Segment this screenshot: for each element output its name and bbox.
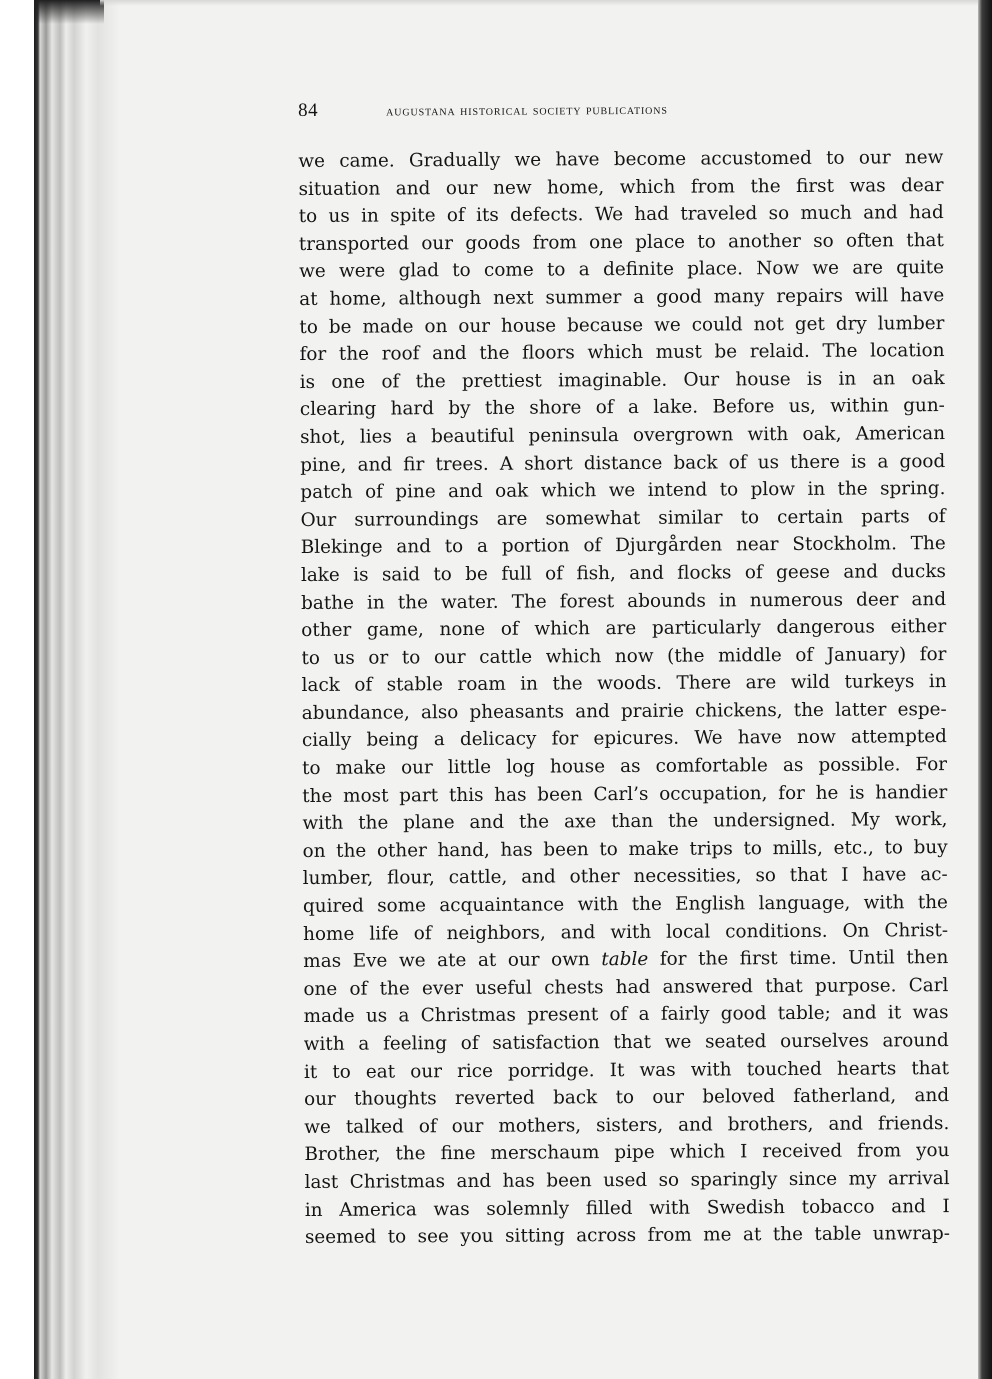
- text-line: Brother, the fine merschaum pipe which I received from you: [304, 1140, 950, 1166]
- text-line: to us or to our cattle which now (the middle of January) for: [301, 643, 947, 669]
- text-line: in America was solemnly filled with Swedish tobacco and I: [304, 1195, 950, 1221]
- text-line: our thoughts reverted back to our beloved fatherland, and: [304, 1085, 950, 1111]
- text-line: seemed to see you sitting across from me at the table unwrap-: [304, 1223, 951, 1249]
- page-number: 84: [298, 99, 319, 121]
- text-line: clearing hard by the shore of a lake. Before us, within gun-: [299, 395, 945, 421]
- text-line: other game, none of which are particularly dangerous either: [301, 616, 947, 642]
- text-line: quired some acquaintance with the English language, with the: [302, 892, 948, 918]
- text-block: [298, 96, 950, 1252]
- text-line-with-italic: [303, 944, 948, 976]
- text-line: is one of the prettiest imaginable. Our house is in an oak: [299, 367, 945, 393]
- text-line: it to eat our rice porridge. It was with touched hearts that: [303, 1057, 949, 1083]
- page-top-edge: [100, 0, 980, 6]
- text-line: one of the ever useful chests had answered that purpose. Carl: [303, 974, 949, 1000]
- body-paragraph: [298, 144, 950, 1252]
- text-line: to make our little log house as comfortable as possible. For: [302, 754, 948, 780]
- text-line: on the other hand, has been to make trips to mills, etc., to buy: [302, 836, 948, 862]
- text-line: Blekinge and to a portion of Djurgården near Stockholm. The: [300, 533, 946, 559]
- text-line: abundance, also pheasants and prairie chickens, the latter espe-: [301, 698, 947, 724]
- text-line: pine, and fir trees. A short distance back of us there is a good: [300, 450, 946, 476]
- text-line: for the roof and the floors which must be relaid. The location: [299, 340, 945, 366]
- text-line: lumber, flour, cattle, and other necessities, so that I have ac-: [302, 864, 948, 890]
- text-line: lake is said to be full of fish, and flocks of geese and ducks: [300, 560, 946, 586]
- text-line: patch of pine and oak which we intend to plow in the spring.: [300, 478, 946, 504]
- line-segment: for the first time. Until then: [648, 947, 949, 971]
- text-line: we came. Gradually we have become accustomed to our new: [298, 147, 944, 172]
- binding-shadow: [34, 0, 104, 24]
- scanner-bed-edge: [978, 0, 992, 1379]
- text-line: situation and our new home, which from the first was dear: [298, 174, 944, 200]
- text-line: home life of neighbors, and with local conditions. On Christ-: [303, 919, 949, 945]
- text-line: transported our goods from one place to another so often that: [298, 229, 944, 255]
- text-line: the most part this has been Carl’s occupation, for he is handier: [302, 781, 948, 807]
- text-line: to be made on our house because we could not get dry lumber: [299, 312, 945, 338]
- text-line: lack of stable roam in the woods. There are wild turkeys in: [301, 671, 947, 697]
- text-line: we were glad to come to a definite place. Now we are quite: [298, 257, 945, 283]
- text-line: cially being a delicacy for epicures. We have now attempted: [301, 726, 947, 752]
- text-line: with a feeling of satisfaction that we seated ourselves around: [303, 1030, 949, 1055]
- italic-word: table: [601, 949, 649, 971]
- text-line: made us a Christmas present of a fairly good table; and it was: [303, 1002, 949, 1028]
- running-head: [298, 96, 943, 132]
- running-title: augustana historical society publications: [386, 101, 668, 120]
- book-binding-gutter: [0, 0, 120, 1379]
- line-segment: mas Eve we ate at our own: [303, 949, 602, 973]
- text-line: to us in spite of its defects. We had traveled so much and had: [298, 202, 944, 228]
- text-line: with the plane and the axe than the undersigned. My work,: [302, 809, 948, 835]
- text-line: at home, although next summer a good many repairs will have: [299, 285, 945, 310]
- text-line: shot, lies a beautiful peninsula overgrown with oak, American: [299, 422, 946, 448]
- text-line: we talked of our mothers, sisters, and brothers, and friends.: [304, 1112, 950, 1138]
- text-line: last Christmas and has been used so sparingly since my arrival: [304, 1168, 950, 1193]
- text-line: bathe in the water. The forest abounds in numerous deer and: [301, 588, 947, 614]
- text-line: Our surroundings are somewhat similar to certain parts of: [300, 505, 946, 531]
